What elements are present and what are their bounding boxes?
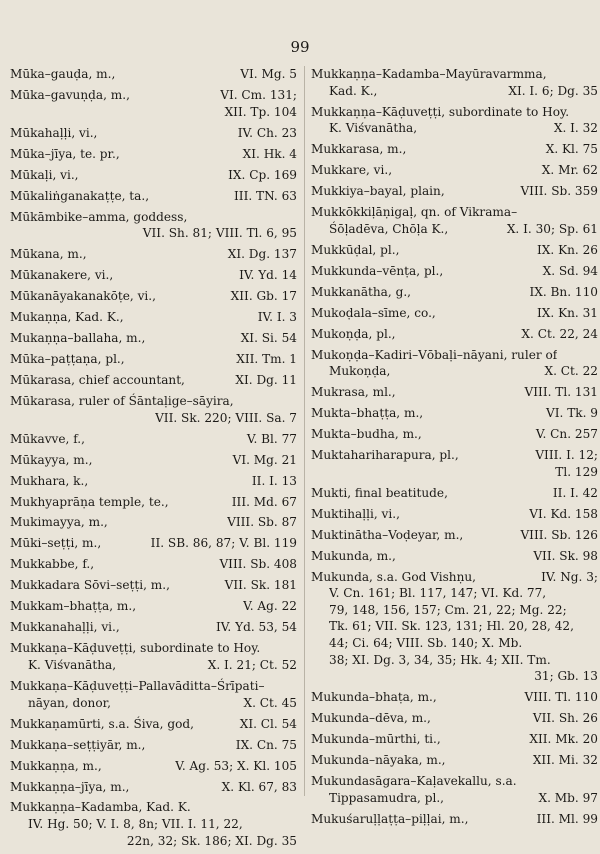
entry-reference: X. Kl. 75 (545, 142, 598, 157)
entry-text: Mukoṇḍa, (329, 364, 391, 379)
entry-line (311, 464, 598, 481)
entry-reference: XII. Gb. 17 (230, 289, 297, 304)
index-entry (10, 351, 297, 368)
entry-line (311, 384, 598, 401)
index-entry (311, 405, 598, 422)
entry-line (10, 737, 297, 754)
index-entry (311, 811, 598, 828)
entry-text: Mukkanātha, g., (311, 284, 412, 299)
index-entry (10, 799, 297, 849)
entry-line (311, 162, 598, 179)
entry-reference: VIII. Tl. 110 (524, 690, 598, 705)
entry-reference: V. Cn. 257 (535, 427, 598, 442)
index-entry (10, 330, 297, 347)
index-entry (311, 347, 598, 380)
entry-reference: IV. Yd. 14 (239, 268, 297, 283)
entry-reference: IV. Ch. 23 (237, 125, 297, 140)
entry-reference: IX. Bn. 110 (529, 284, 598, 299)
entry-text: Muktahariharapura, pl., (311, 448, 459, 463)
entry-text: Tk. 61; VII. Sk. 123, 131; Hl. 20, 28, 42, (329, 619, 574, 634)
index-entry (10, 188, 297, 205)
entry-text: Mukaṇṇa, Kad. K., (10, 310, 124, 325)
entry-text: K. Viśvanātha, (329, 121, 418, 136)
index-entry (311, 689, 598, 706)
entry-line (311, 242, 598, 259)
index-entry (10, 473, 297, 490)
entry-line (311, 363, 598, 380)
entry-line (311, 141, 598, 158)
entry-reference: III. Md. 67 (231, 494, 297, 509)
index-entry (10, 309, 297, 326)
index-entry (10, 209, 297, 242)
entry-text: Mukkaṇṇa–Kāḍuveṭṭi, subordinate to Hoy. (311, 104, 570, 119)
entry-reference: VII. Sh. 81; VIII. Tl. 6, 95 (142, 226, 297, 241)
entry-text: Mukkarasa, m., (311, 142, 407, 157)
index-entry (10, 87, 297, 120)
entry-reference: IX. Cp. 169 (228, 167, 297, 182)
entry-text: 79, 148, 156, 157; Cm. 21, 22; Mg. 22; (329, 602, 567, 617)
index-column-right (311, 66, 598, 832)
entry-reference: VIII. Sb. 126 (520, 527, 598, 542)
index-entry (311, 710, 598, 727)
entry-reference: III. Ml. 99 (536, 811, 598, 826)
entry-line (10, 410, 297, 427)
entry-line (311, 710, 598, 727)
index-entry (311, 242, 598, 259)
entry-reference: X. Ct. 45 (243, 695, 297, 710)
entry-reference: X. Ct. 22, 24 (521, 326, 598, 341)
entry-text: Mūkaliṅganakaṭṭe, ta., (10, 188, 150, 203)
entry-line (311, 569, 598, 586)
index-entry (311, 426, 598, 443)
index-entry (10, 758, 297, 775)
entry-text: Mukkūḍal, pl., (311, 242, 400, 257)
index-entry (311, 731, 598, 748)
entry-reference: 22n, 32; Sk. 186; XI. Dg. 35 (126, 833, 297, 848)
entry-reference: V. Bl. 77 (246, 431, 297, 446)
entry-text: Mūkarasa, chief accountant, (10, 372, 185, 387)
entry-line (10, 556, 297, 573)
index-entry (10, 716, 297, 733)
entry-text: Mūkanakere, vi., (10, 268, 114, 283)
entry-reference: XI. Cl. 54 (239, 716, 297, 731)
entry-line (10, 288, 297, 305)
entry-reference: IX. Cn. 75 (235, 737, 297, 752)
entry-line (10, 167, 297, 184)
entry-text: Mūki–seṭṭi, m., (10, 536, 102, 551)
index-entry (311, 527, 598, 544)
index-entry (10, 678, 297, 711)
entry-text: Mukoḍala–sīme, co., (311, 305, 436, 320)
entry-line (10, 678, 297, 695)
index-entry (311, 447, 598, 480)
index-entry (10, 372, 297, 389)
entry-reference: III. TN. 63 (234, 188, 297, 203)
entry-text: Mukkōkkiḷāṇigaḷ, qn. of Vikrama– (311, 205, 518, 220)
entry-text: Mukkanahaḷḷi, vi., (10, 620, 120, 635)
entry-text: Mukrasa, ml., (311, 385, 396, 400)
entry-reference: II. I. 42 (552, 485, 598, 500)
index-entry (311, 752, 598, 769)
entry-reference: XII. Mk. 20 (529, 732, 598, 747)
entry-line (10, 225, 297, 242)
entry-text: K. Viśvanātha, (28, 657, 117, 672)
entry-reference: XII. Mi. 32 (532, 753, 598, 768)
index-entry (311, 104, 598, 137)
entry-text: IV. Hg. 50; V. I. 8, 8n; VII. I. 11, 22, (28, 817, 243, 832)
entry-reference: IV. Ng. 3; (541, 569, 598, 584)
entry-line (311, 221, 598, 238)
entry-text: Mukunda–mūrthi, ti., (311, 732, 441, 747)
entry-reference: X. I. 21; Ct. 52 (207, 657, 297, 672)
entry-reference: X. Sd. 94 (542, 263, 598, 278)
entry-reference: X. Mb. 97 (538, 790, 598, 805)
entry-line (10, 87, 297, 104)
entry-line (311, 485, 598, 502)
entry-line (311, 731, 598, 748)
entry-text: Mūka–gavuṇḍa, m., (10, 87, 130, 102)
entry-line (311, 668, 598, 685)
entry-text: Mukkiya–bayal, plain, (311, 184, 445, 199)
entry-reference: XII. Tp. 104 (224, 104, 297, 119)
entry-line (311, 689, 598, 706)
entry-text: Mukkaṇṇa–Kadamba, Kad. K. (10, 800, 191, 815)
entry-line (311, 811, 598, 828)
entry-reference: VIII. Tl. 131 (524, 385, 598, 400)
entry-text: Śōḷadēva, Chōḷa K., (329, 221, 449, 236)
entry-text: Mukoṇḍa–Kadiri–Vōbaḷi–nāyani, ruler of (311, 347, 558, 362)
entry-text: Mukkaṇṇa–Kadamba–Mayūravarmma, (311, 67, 547, 81)
entry-line (10, 431, 297, 448)
entry-text: Muktihaḷḷi, vi., (311, 506, 400, 521)
entry-text: Mukkaṇa–Kāḍuveṭṭi–Pallavāditta–Śrīpati– (10, 678, 265, 693)
entry-reference: IV. I. 3 (257, 310, 297, 325)
entry-line (311, 204, 598, 221)
entry-line (311, 405, 598, 422)
entry-line (10, 104, 297, 121)
index-entry (311, 263, 598, 280)
index-entry (311, 326, 598, 343)
entry-line (10, 640, 297, 657)
index-entry (311, 305, 598, 322)
index-entry (10, 535, 297, 552)
entry-text: 38; XI. Dg. 3, 34, 35; Hk. 4; XII. Tm. (329, 652, 551, 667)
entry-reference: IX. Kn. 31 (537, 305, 598, 320)
entry-line (10, 66, 297, 83)
index-entry (10, 431, 297, 448)
entry-reference: VII. Sk. 181 (224, 578, 297, 593)
entry-line (311, 263, 598, 280)
entry-reference: VIII. Sb. 408 (219, 557, 297, 572)
index-entry (311, 162, 598, 179)
entry-text: nāyan, donor, (28, 695, 111, 710)
entry-text: Mukta–budha, m., (311, 427, 422, 442)
entry-text: Mukhara, k., (10, 473, 89, 488)
entry-line (311, 635, 598, 652)
entry-text: Mūkarasa, ruler of Śāntaḷige–sāyira, (10, 393, 234, 408)
entry-line (311, 602, 598, 619)
entry-text: Tippasamudra, pl., (329, 790, 445, 805)
entry-reference: VII. Sh. 26 (532, 711, 598, 726)
entry-reference: XII. Tm. 1 (236, 352, 297, 366)
entry-reference: VIII. Sb. 359 (520, 184, 598, 199)
entry-reference: VI. Mg. 21 (232, 452, 297, 467)
entry-reference: X. I. 32 (553, 121, 598, 136)
index-entry (10, 577, 297, 594)
entry-text: Mukkaṇṇa, m., (10, 758, 102, 773)
index-entry (10, 779, 297, 796)
page-number: 99 (290, 38, 310, 56)
entry-line (311, 426, 598, 443)
entry-reference: VI. Cm. 131; (220, 87, 297, 102)
entry-line (311, 83, 598, 100)
index-entry (10, 452, 297, 469)
entry-line (10, 758, 297, 775)
index-entry (10, 598, 297, 615)
index-entry (10, 288, 297, 305)
entry-line (10, 779, 297, 796)
index-entry (10, 167, 297, 184)
entry-line (10, 577, 297, 594)
entry-text: Mukkaṇa–Kāḍuveṭṭi, subordinate to Hoy. (10, 641, 261, 656)
entry-reference: XI. Hk. 4 (242, 146, 297, 161)
entry-line (10, 372, 297, 389)
entry-line (10, 452, 297, 469)
index-entry (311, 569, 598, 685)
entry-line (311, 120, 598, 137)
entry-text: Mukkaṇamūrti, s.a. Śiva, god, (10, 716, 194, 731)
entry-text: V. Cn. 161; Bl. 117, 147; VI. Kd. 77, (329, 586, 547, 601)
entry-text: Mūkayya, m., (10, 452, 93, 467)
entry-text: Mukkaṇṇa–jīya, m., (10, 779, 130, 794)
entry-line (10, 514, 297, 531)
entry-reference: Tl. 129 (555, 464, 598, 479)
index-entry (10, 619, 297, 636)
entry-text: Mukimayya, m., (10, 515, 108, 530)
entry-line (10, 816, 297, 833)
entry-text: Mūkahaḷḷi, vi., (10, 125, 98, 140)
entry-line (10, 125, 297, 142)
index-entry (10, 640, 297, 673)
entry-reference: XI. I. 6; Dg. 35 (508, 83, 598, 98)
entry-text: Mukkare, vi., (311, 163, 393, 178)
entry-line (10, 494, 297, 511)
entry-reference: II. I. 13 (251, 473, 297, 488)
entry-line (10, 209, 297, 226)
entry-text: Mukunda, m., (311, 548, 396, 563)
entry-line (10, 246, 297, 263)
index-entry (10, 494, 297, 511)
index-entry (10, 146, 297, 163)
entry-text: Mukta–bhaṭṭa, m., (311, 406, 424, 421)
index-entry (10, 514, 297, 531)
index-entry (311, 773, 598, 806)
index-entry (311, 204, 598, 237)
entry-line (311, 652, 598, 669)
entry-reference: XI. Si. 54 (240, 331, 297, 346)
entry-line (311, 66, 598, 83)
entry-line (311, 347, 598, 364)
entry-line (311, 790, 598, 807)
index-entry (10, 267, 297, 284)
entry-reference: VI. Kd. 158 (529, 506, 598, 521)
entry-text: Mukuśaruḷḷaṭṭa–piḷḷai, m., (311, 811, 469, 826)
entry-line (311, 618, 598, 635)
index-entry (10, 66, 297, 83)
entry-reference: VII. Sk. 220; VIII. Sa. 7 (155, 410, 297, 425)
entry-line (10, 309, 297, 326)
entry-line (10, 833, 297, 850)
entry-reference: VIII. I. 12; (535, 448, 598, 463)
entry-reference: VI. Tk. 9 (546, 406, 598, 421)
entry-line (10, 716, 297, 733)
entry-text: Mukunda–bhaṭa, m., (311, 690, 437, 705)
entry-text: 44; Ci. 64; VIII. Sb. 140; X. Mb. (329, 636, 523, 651)
entry-line (10, 188, 297, 205)
entry-text: Mukkaṇa–seṭṭiyār, m., (10, 737, 146, 752)
entry-text: Mūkavve, f., (10, 431, 85, 446)
entry-text: Mukunda, s.a. God Vishṇu, (311, 569, 477, 584)
entry-text: Mūkaḷi, vi., (10, 167, 79, 182)
entry-line (10, 393, 297, 410)
entry-text: Mūka–gauḍa, m., (10, 67, 116, 81)
entry-reference: V. Ag. 53; X. Kl. 105 (175, 758, 297, 773)
entry-line (10, 695, 297, 712)
entry-line (10, 535, 297, 552)
entry-reference: II. SB. 86, 87; V. Bl. 119 (150, 536, 297, 551)
entry-text: Mukkadara Sōvi–seṭṭi, m., (10, 578, 170, 593)
entry-line (311, 183, 598, 200)
index-entry (311, 506, 598, 523)
entry-line (311, 773, 598, 790)
entry-text: Mukkabbe, f., (10, 557, 95, 572)
entry-line (10, 619, 297, 636)
index-entry (10, 246, 297, 263)
entry-reference: IX. Kn. 26 (537, 242, 598, 257)
entry-line (10, 657, 297, 674)
entry-line (10, 351, 297, 368)
entry-line (311, 305, 598, 322)
entry-reference: X. I. 30; Sp. 61 (506, 221, 598, 236)
entry-reference: VIII. Sb. 87 (227, 515, 297, 530)
entry-text: Muktinātha–Voḍeyar, m., (311, 527, 464, 542)
index-entry (311, 284, 598, 301)
entry-reference: XI. Dg. 137 (227, 247, 297, 262)
entry-text: Mukunda–nāyaka, m., (311, 753, 446, 768)
entry-text: Mukaṇṇa–ballaha, m., (10, 331, 146, 346)
entry-text: Kad. K., (329, 83, 378, 98)
entry-line (311, 326, 598, 343)
index-entry (10, 125, 297, 142)
entry-text: Mūka–jīya, te. pr., (10, 146, 120, 161)
entry-text: Mūka–paṭṭaṇa, pl., (10, 352, 125, 366)
entry-text: Mukkam–bhaṭṭa, m., (10, 599, 137, 614)
index-entry (311, 485, 598, 502)
entry-reference: X. Ct. 22 (544, 364, 598, 379)
entry-reference: X. Mr. 62 (541, 163, 598, 178)
column-divider (304, 66, 305, 796)
index-column-left (10, 66, 297, 854)
entry-line (311, 585, 598, 602)
entry-line (311, 284, 598, 301)
entry-line (10, 146, 297, 163)
entry-text: Mukti, final beatitude, (311, 485, 448, 500)
entry-reference: IV. Yd. 53, 54 (216, 620, 297, 635)
index-entry (311, 548, 598, 565)
index-entry (311, 183, 598, 200)
entry-text: Mūkanāyakanakōṭe, vi., (10, 289, 156, 304)
entry-line (311, 506, 598, 523)
entry-reference: VII. Sk. 98 (533, 548, 598, 563)
entry-text: Mukundasāgara–Kaḷavekallu, s.a. (311, 774, 517, 789)
index-entry (311, 141, 598, 158)
entry-reference: X. Kl. 67, 83 (221, 779, 297, 794)
entry-reference: 31; Gb. 13 (534, 669, 598, 684)
entry-line (10, 799, 297, 816)
entry-line (10, 330, 297, 347)
entry-line (10, 473, 297, 490)
entry-line (311, 527, 598, 544)
entry-text: Mukoṇḍa, pl., (311, 326, 396, 341)
entry-line (311, 447, 598, 464)
entry-reference: XI. Dg. 11 (235, 372, 297, 387)
entry-text: Mukkunda–vēnṭa, pl., (311, 263, 444, 278)
entry-line (10, 267, 297, 284)
index-entry (311, 66, 598, 99)
index-entry (10, 737, 297, 754)
entry-line (311, 104, 598, 121)
entry-reference: VI. Mg. 5 (240, 67, 297, 81)
entry-line (10, 598, 297, 615)
entry-line (311, 548, 598, 565)
index-entry (10, 556, 297, 573)
index-entry (10, 393, 297, 426)
entry-line (311, 752, 598, 769)
entry-text: Mukunda–dēva, m., (311, 711, 431, 726)
entry-text: Mukhyaprāṇa temple, te., (10, 494, 169, 509)
entry-reference: V. Ag. 22 (243, 599, 297, 614)
index-entry (311, 384, 598, 401)
entry-text: Mūkāmbike–amma, goddess, (10, 209, 188, 224)
entry-text: Mūkana, m., (10, 247, 87, 262)
